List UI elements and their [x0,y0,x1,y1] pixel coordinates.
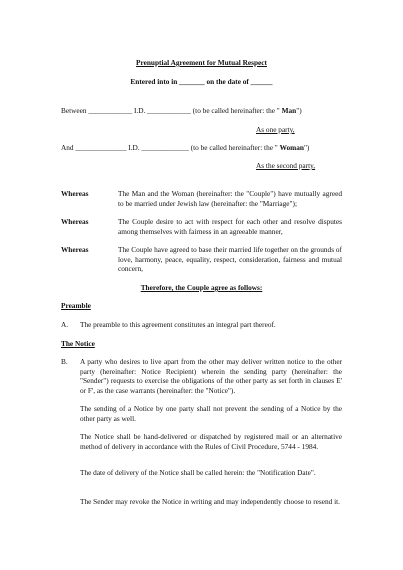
preamble-heading: Preamble [61,301,91,310]
party2-close: ") [303,143,310,152]
preamble-marker: A. [61,320,69,329]
notice-paragraph-2: The sending of a Notice by one party shall not prevent the sending of a Notice by the other party as well. [80,404,342,423]
party2-role: Woman [279,143,304,152]
document-title: Prenuptial Agreement for Mutual Respect [136,58,267,67]
party2-line [61,143,309,153]
preamble-text: The preamble to this agreement constitutes an integral part thereof. [80,320,276,329]
therefore-heading: Therefore, the Couple agree as follows: [140,283,263,292]
party2-text: And ______________ I.D. _____________ (to be called hereinafter: the " [61,143,278,152]
party1-close: ") [296,106,302,115]
notice-marker: B. [61,357,68,366]
notice-paragraph-5: The Sender may revoke the Notice in writing and may independently choose to resend it. [80,497,340,506]
whereas-text-2: The Couple desire to act with respect for each other and resolve disputes among themselves with fairness in an agreeable manner, [118,217,342,236]
party1-line [61,106,302,116]
whereas-text-1: The Man and the Woman (hereinafter: the "Couple") have mutually agreed to be married under Jewish law (hereinafter: the "Marriage"); [118,189,342,208]
party1-role: Man [281,106,297,115]
notice-paragraph-4: The date of delivery of the Notice shall be called herein: the "Notification Date". [80,468,316,477]
whereas-label-1: Whereas [61,189,89,198]
whereas-label-2: Whereas [61,217,89,226]
party2-note: As the second party, [256,161,316,170]
party1-note: As one party, [256,125,295,134]
notice-paragraph-3: The Notice shall be hand-delivered or dispatched by registered mail or an alternative method of delivery in accordance with the Rules of Civil Procedure, 5744 - 1984. [80,432,342,451]
notice-heading: The Notice [61,339,95,348]
whereas-label-3: Whereas [61,245,89,254]
document-subtitle: Entered into in _______ on the date of ______ [130,77,273,86]
whereas-text-3: The Couple have agreed to base their married life together on the grounds of love, harmony, peace, equality, respect, consideration, fairness and mutual concern, [118,245,342,274]
notice-paragraph-1: A party who desires to live apart from the other may deliver written notice to the other party (hereinafter: Notice Recipient) wherein the sending party (hereinafter: the "Sender") requests to exercise the obligations of the other party as set forth in clauses E' or F', as the case warrants (hereinafter: the "Notice"). [80,357,342,395]
party1-text: Between ____________ I.D. ____________ (to be called hereinafter: the " [61,106,280,115]
